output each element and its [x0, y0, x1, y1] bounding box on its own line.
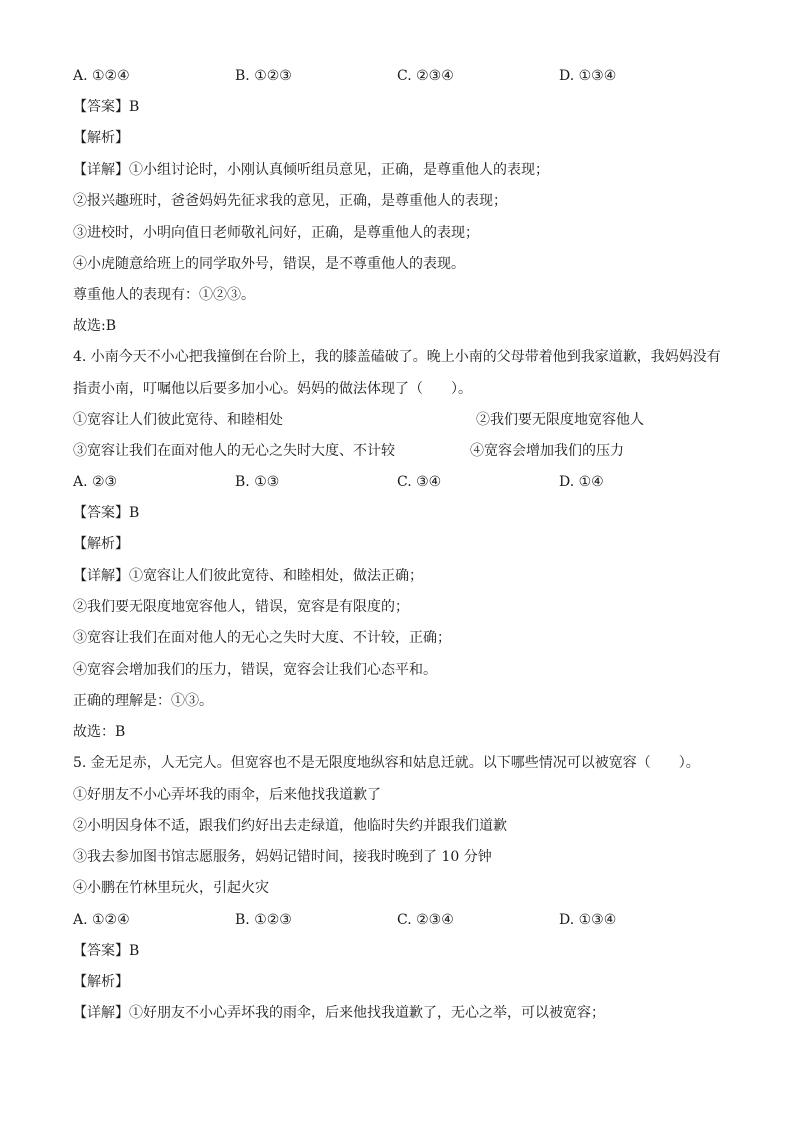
q3-option-c: C. ②③④	[397, 68, 454, 84]
q5-analysis-heading: 【解析】	[73, 974, 129, 990]
q5-stem: 5. 金无足赤，人无完人。但宽容也不是无限度地纵容和姑息迁就。以下哪些情况可以被宽容（ ）。	[73, 755, 700, 771]
q4-statement-3: ③宽容让我们在面对他人的无心之失时大度、不计较	[73, 443, 395, 459]
q3-summary: 尊重他人的表现有：①②③。	[73, 287, 255, 303]
q5-option-a: A. ①②④	[73, 912, 130, 928]
q3-detail-1: 【详解】①小组讨论时，小刚认真倾听组员意见，正确，是尊重他人的表现；	[73, 162, 549, 178]
q4-statement-4: ④宽容会增加我们的压力	[470, 443, 624, 459]
q3-detail-3: ③进校时，小明向值日老师敬礼问好，正确，是尊重他人的表现；	[73, 225, 479, 241]
q4-analysis-heading: 【解析】	[73, 536, 129, 552]
q3-option-d: D. ①③④	[559, 68, 617, 84]
q5-statement-1: ①好朋友不小心弄坏我的雨伞，后来他找我道歉了	[73, 787, 381, 803]
q4-statement-1: ①宽容让人们彼此宽待、和睦相处	[73, 412, 283, 428]
q3-conclusion: 故选:B	[73, 318, 117, 334]
q4-detail-3: ③宽容让我们在面对他人的无心之失时大度、不计较，正确；	[73, 630, 451, 646]
q5-statement-2: ②小明因身体不适，跟我们约好出去走绿道，他临时失约并跟我们道歉	[73, 818, 507, 834]
q3-option-b: B. ①②③	[235, 68, 292, 84]
q4-detail-1: 【详解】①宽容让人们彼此宽待、和睦相处，做法正确；	[73, 568, 423, 584]
q3-detail-2: ②报兴趣班时，爸爸妈妈先征求我的意见，正确，是尊重他人的表现；	[73, 193, 507, 209]
q4-statements-row-1	[73, 410, 723, 430]
q5-answer: 【答案】B	[73, 943, 140, 959]
q4-summary: 正确的理解是：①③。	[73, 693, 213, 709]
q3-options	[73, 66, 723, 86]
q3-analysis-heading: 【解析】	[73, 130, 129, 146]
q4-option-a: A. ②③	[73, 474, 118, 490]
q4-stem-line-2: 指责小南，叮嘱他以后要多加小心。妈妈的做法体现了（ ）。	[73, 381, 472, 397]
q4-statement-2: ②我们要无限度地宽容他人	[476, 412, 644, 428]
q4-detail-2: ②我们要无限度地宽容他人，错误，宽容是有限度的；	[73, 599, 409, 615]
q5-options	[73, 910, 723, 930]
q3-detail-4: ④小虎随意给班上的同学取外号，错误，是不尊重他人的表现。	[73, 256, 465, 272]
q4-options	[73, 472, 723, 492]
q5-option-d: D. ①③④	[559, 912, 617, 928]
q3-answer: 【答案】B	[73, 99, 140, 115]
q4-option-b: B. ①③	[235, 474, 280, 490]
q4-option-c: C. ③④	[397, 474, 442, 490]
q5-option-c: C. ②③④	[397, 912, 454, 928]
q4-detail-4: ④宽容会增加我们的压力，错误，宽容会让我们心态平和。	[73, 662, 437, 678]
q5-statement-4: ④小鹏在竹林里玩火，引起火灾	[73, 880, 269, 896]
q5-detail-1: 【详解】①好朋友不小心弄坏我的雨伞，后来他找我道歉了，无心之举，可以被宽容；	[73, 1005, 605, 1021]
q4-option-d: D. ①④	[559, 474, 604, 490]
q5-option-b: B. ①②③	[235, 912, 292, 928]
q4-stem-line-1: 4. 小南今天不小心把我撞倒在台阶上，我的膝盖磕破了。晚上小南的父母带着他到我家道歉，我妈妈没有	[73, 349, 721, 365]
q3-option-a: A. ①②④	[73, 68, 130, 84]
q4-conclusion: 故选：B	[73, 724, 126, 740]
q4-statements-row-2	[73, 441, 723, 461]
q4-answer: 【答案】B	[73, 505, 140, 521]
q5-statement-3: ③我去参加图书馆志愿服务，妈妈记错时间，接我时晚到了 10 分钟	[73, 849, 492, 865]
